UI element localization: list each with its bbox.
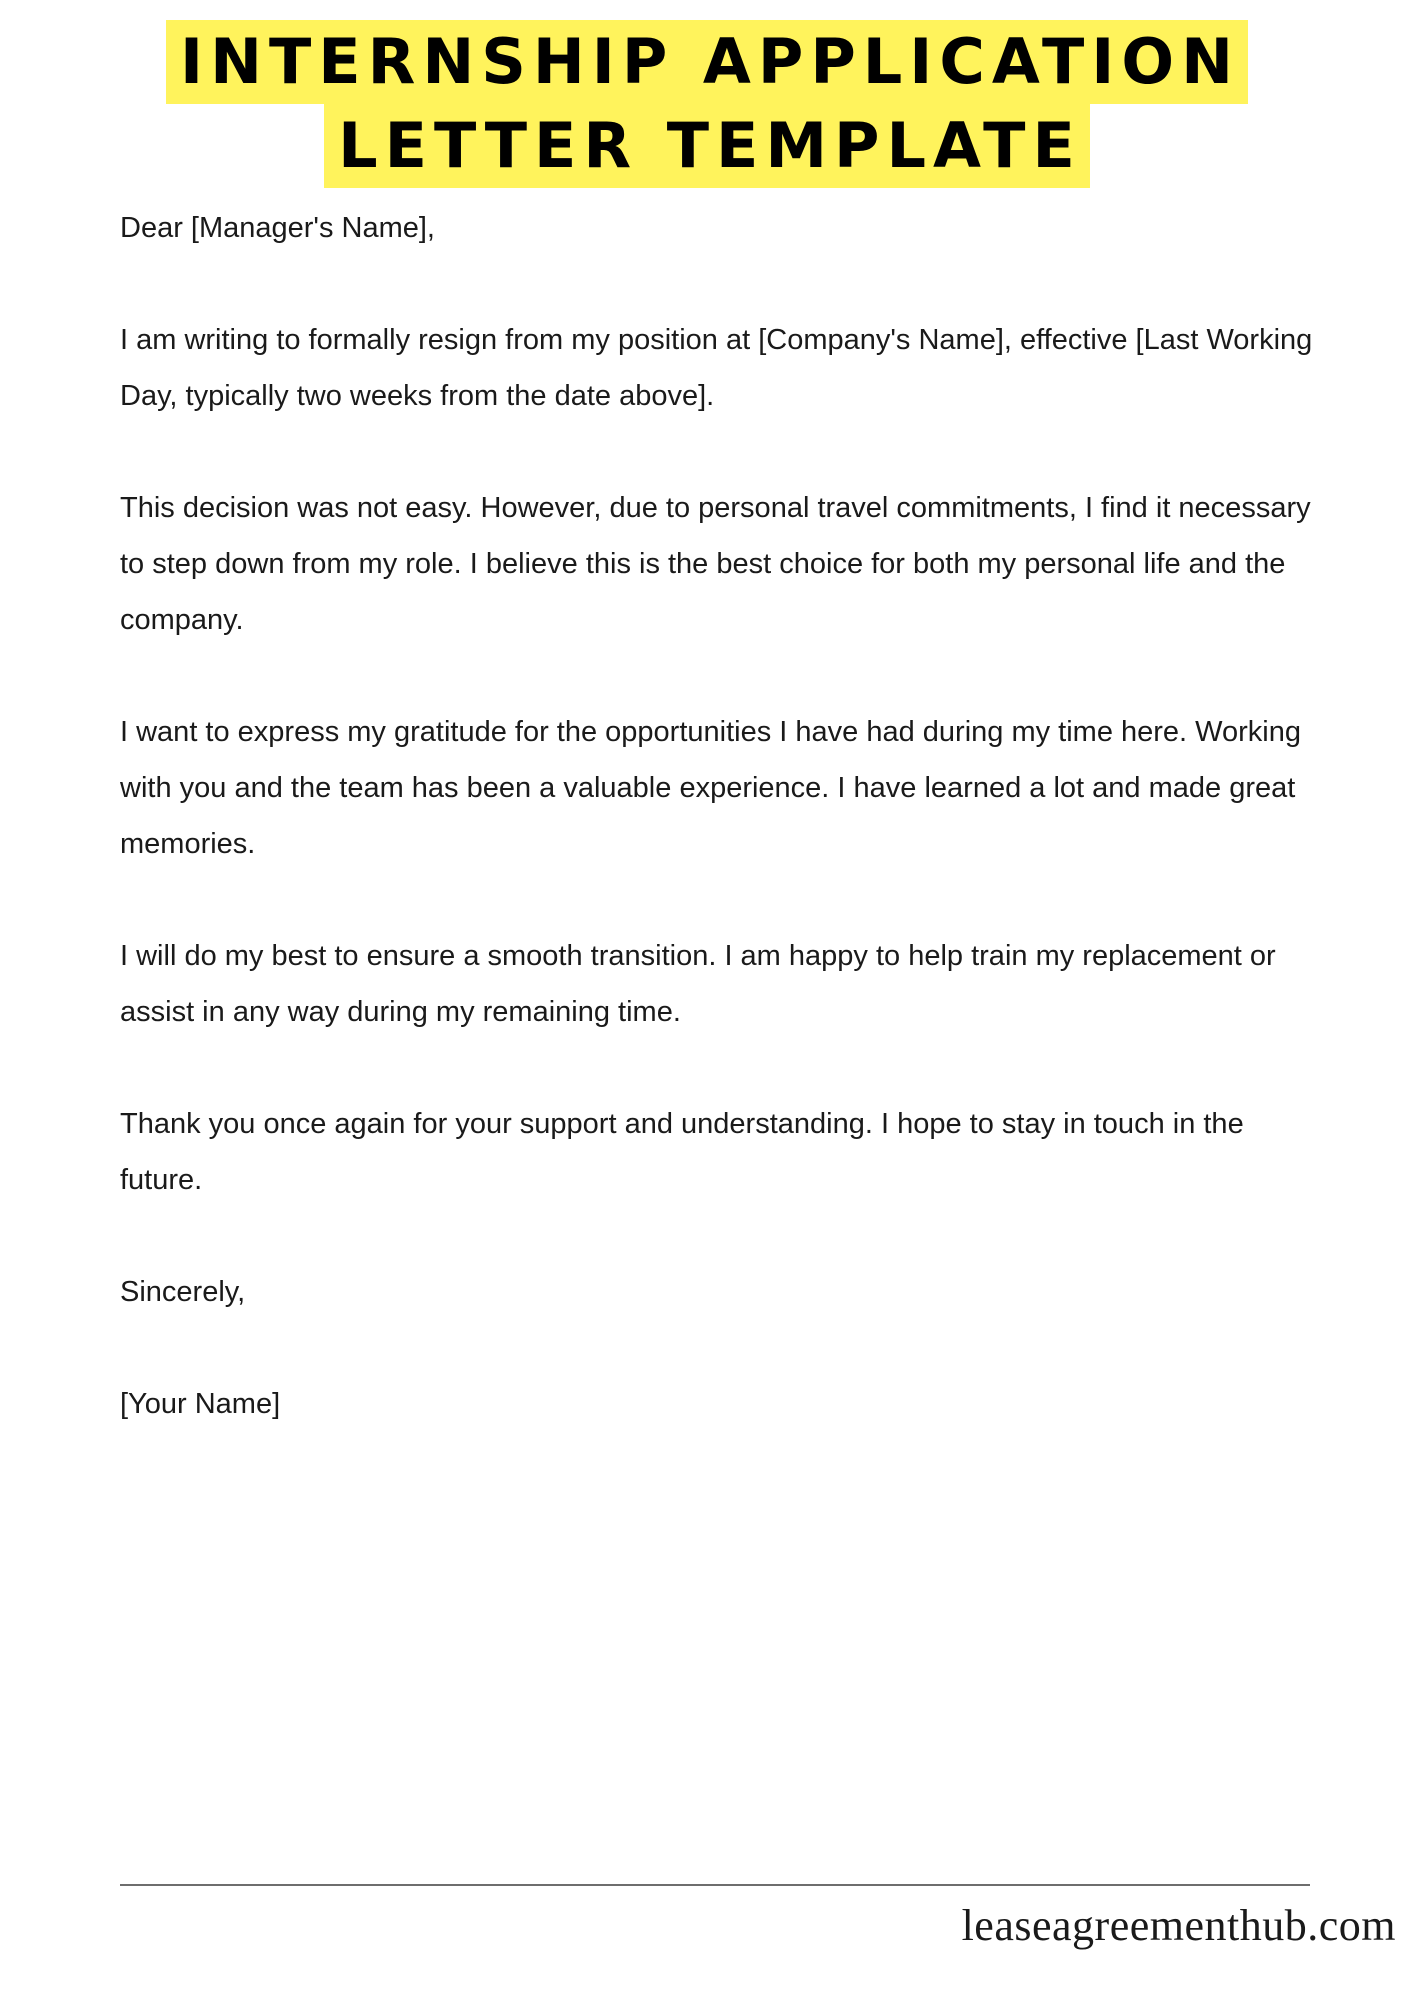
page-title <box>0 20 1414 188</box>
paragraph-4: I will do my best to ensure a smooth transition. I am happy to help train my replacement or assist in any way during my remaining time. <box>120 940 1276 1028</box>
salutation: Dear [Manager's Name], <box>120 212 435 244</box>
closing: Sincerely, <box>120 1276 246 1308</box>
footer-divider <box>120 1884 1310 1886</box>
website-watermark: leaseagreementhub.com <box>961 1901 1396 1950</box>
title-line-2: LETTER TEMPLATE <box>324 104 1090 188</box>
paragraph-5: Thank you once again for your support and understanding. I hope to stay in touch in the future. <box>120 1108 1244 1196</box>
title-line-1: INTERNSHIP APPLICATION <box>166 20 1248 104</box>
letter-body <box>120 200 1320 1432</box>
paragraph-1: I am writing to formally resign from my position at [Company's Name], effective [Last Working Day, typically two weeks from the date above]. <box>120 324 1313 412</box>
signature: [Your Name] <box>120 1388 281 1420</box>
paragraph-2: This decision was not easy. However, due to personal travel commitments, I find it necessary to step down from my role. I believe this is the best choice for both my personal life and the company. <box>120 492 1311 636</box>
paragraph-3: I want to express my gratitude for the opportunities I have had during my time here. Working with you and the team has been a valuable experience. I have learned a lot and made great memories. <box>120 716 1301 860</box>
